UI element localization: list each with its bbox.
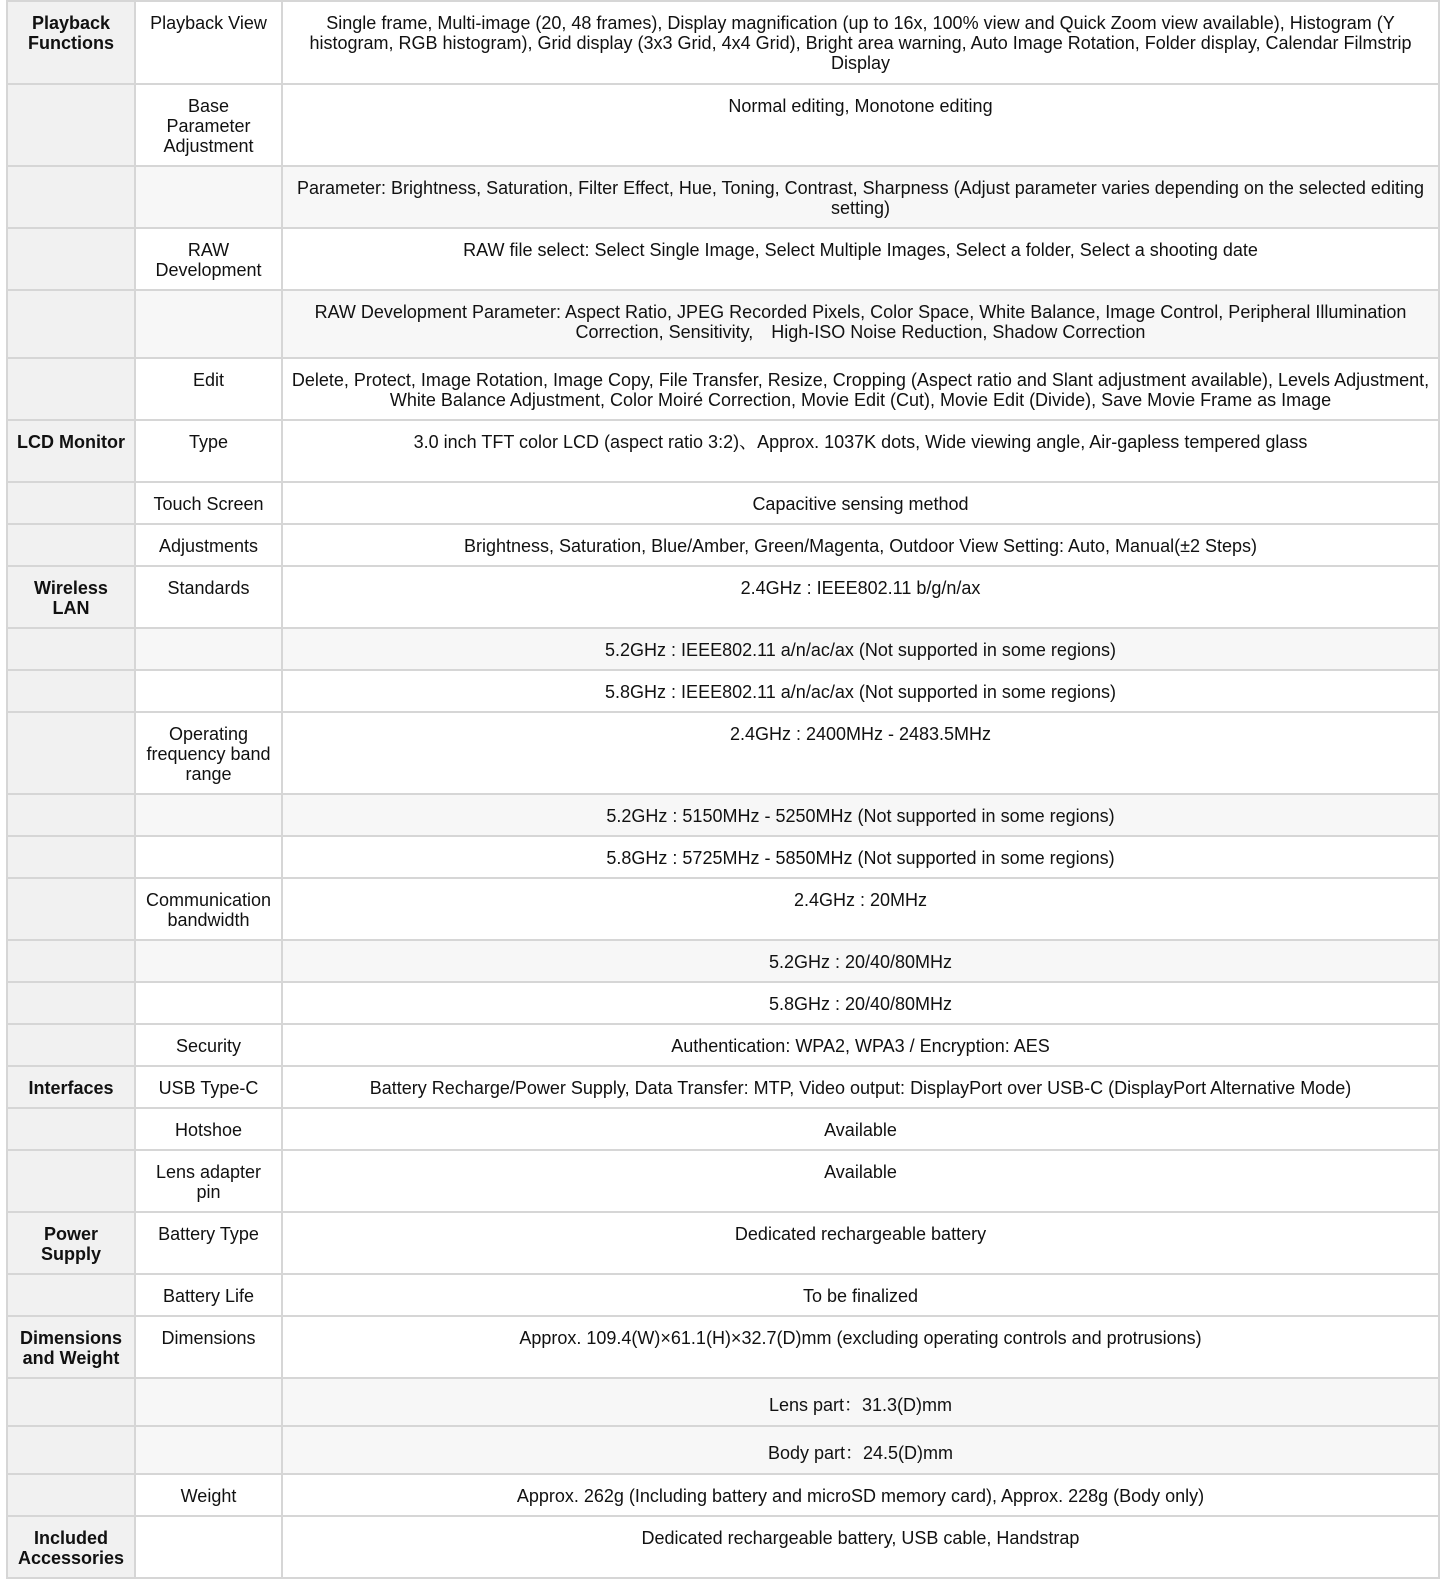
table-row xyxy=(7,1108,1439,1150)
spec-category-cell xyxy=(7,712,135,794)
spec-item-cell: Adjustments xyxy=(135,524,282,566)
spec-item-cell xyxy=(135,836,282,878)
table-row xyxy=(7,524,1439,566)
table-row xyxy=(7,1150,1439,1212)
spec-value-cell: RAW Development Parameter: Aspect Ratio, JPEG Recorded Pixels, Color Space, White Balance, Image Control, Peripheral Illumination Correction, Sensitivity, High-ISO Noise Reduction, Shadow Correction xyxy=(282,290,1439,358)
spec-category-cell: LCD Monitor xyxy=(7,420,135,482)
spec-category-cell xyxy=(7,628,135,670)
spec-item-cell xyxy=(135,1516,282,1578)
table-row xyxy=(7,166,1439,228)
spec-category-cell: Included Accessories xyxy=(7,1516,135,1578)
table-row xyxy=(7,1,1439,84)
table-row xyxy=(7,712,1439,794)
spec-value-cell: Body part：24.5(D)mm xyxy=(282,1426,1439,1474)
spec-value-cell: 5.8GHz : 5725MHz - 5850MHz (Not supported in some regions) xyxy=(282,836,1439,878)
table-row xyxy=(7,982,1439,1024)
spec-value-cell: Normal editing, Monotone editing xyxy=(282,84,1439,166)
spec-item-cell: Lens adapter pin xyxy=(135,1150,282,1212)
spec-item-cell xyxy=(135,290,282,358)
spec-category-cell xyxy=(7,482,135,524)
spec-item-cell: Battery Type xyxy=(135,1212,282,1274)
spec-category-cell xyxy=(7,228,135,290)
table-row xyxy=(7,878,1439,940)
table-row xyxy=(7,1474,1439,1516)
spec-item-cell: Playback View xyxy=(135,1,282,84)
spec-item-cell: USB Type-C xyxy=(135,1066,282,1108)
table-row xyxy=(7,1378,1439,1426)
table-row xyxy=(7,1426,1439,1474)
table-row xyxy=(7,670,1439,712)
spec-item-cell: Base Parameter Adjustment xyxy=(135,84,282,166)
spec-value-cell: Parameter: Brightness, Saturation, Filter Effect, Hue, Toning, Contrast, Sharpness (Adjust parameter varies depending on the selected editing setting) xyxy=(282,166,1439,228)
spec-item-cell: RAW Development xyxy=(135,228,282,290)
spec-item-cell xyxy=(135,982,282,1024)
spec-category-cell xyxy=(7,166,135,228)
spec-value-cell: Dedicated rechargeable battery xyxy=(282,1212,1439,1274)
spec-value-cell: 5.2GHz : 20/40/80MHz xyxy=(282,940,1439,982)
spec-item-cell xyxy=(135,1426,282,1474)
spec-value-cell: Capacitive sensing method xyxy=(282,482,1439,524)
spec-value-cell: RAW file select: Select Single Image, Select Multiple Images, Select a folder, Select a shooting date xyxy=(282,228,1439,290)
spec-category-cell: Dimensions and Weight xyxy=(7,1316,135,1378)
spec-value-cell: 2.4GHz : IEEE802.11 b/g/n/ax xyxy=(282,566,1439,628)
spec-value-cell: Authentication: WPA2, WPA3 / Encryption: AES xyxy=(282,1024,1439,1066)
spec-category-cell: Power Supply xyxy=(7,1212,135,1274)
table-row xyxy=(7,1066,1439,1108)
spec-item-cell: Battery Life xyxy=(135,1274,282,1316)
spec-value-cell: Available xyxy=(282,1150,1439,1212)
spec-item-cell xyxy=(135,166,282,228)
spec-item-cell: Security xyxy=(135,1024,282,1066)
spec-category-cell xyxy=(7,290,135,358)
spec-category-cell xyxy=(7,1150,135,1212)
spec-value-cell: 2.4GHz : 20MHz xyxy=(282,878,1439,940)
spec-category-cell: Wireless LAN xyxy=(7,566,135,628)
spec-value-cell: Battery Recharge/Power Supply, Data Transfer: MTP, Video output: DisplayPort over USB-C (DisplayPort Alternative Mode) xyxy=(282,1066,1439,1108)
spec-item-cell: Touch Screen xyxy=(135,482,282,524)
spec-category-cell xyxy=(7,982,135,1024)
spec-value-cell: Single frame, Multi-image (20, 48 frames), Display magnification (up to 16x, 100% view and Quick Zoom view available), Histogram (Y histogram, RGB histogram), Grid display (3x3 Grid, 4x4 Grid), Bright area warning, Auto Image Rotation, Folder display, Calendar Filmstrip Display xyxy=(282,1,1439,84)
spec-table-body xyxy=(7,1,1439,1578)
table-row xyxy=(7,1316,1439,1378)
spec-category-cell xyxy=(7,1426,135,1474)
spec-item-cell: Dimensions xyxy=(135,1316,282,1378)
spec-item-cell xyxy=(135,670,282,712)
spec-category-cell xyxy=(7,940,135,982)
table-row xyxy=(7,628,1439,670)
spec-category-cell xyxy=(7,1108,135,1150)
spec-category-cell xyxy=(7,878,135,940)
table-row xyxy=(7,794,1439,836)
spec-category-cell xyxy=(7,358,135,420)
spec-item-cell xyxy=(135,794,282,836)
spec-category-cell xyxy=(7,84,135,166)
spec-item-cell: Hotshoe xyxy=(135,1108,282,1150)
table-row xyxy=(7,420,1439,482)
table-row xyxy=(7,228,1439,290)
table-row xyxy=(7,290,1439,358)
spec-item-cell xyxy=(135,940,282,982)
table-row xyxy=(7,1274,1439,1316)
spec-category-cell xyxy=(7,670,135,712)
spec-category-cell xyxy=(7,1274,135,1316)
spec-item-cell: Operating frequency band range xyxy=(135,712,282,794)
spec-value-cell: 2.4GHz : 2400MHz - 2483.5MHz xyxy=(282,712,1439,794)
spec-item-cell: Type xyxy=(135,420,282,482)
spec-value-cell: 5.8GHz : IEEE802.11 a/n/ac/ax (Not supported in some regions) xyxy=(282,670,1439,712)
table-row xyxy=(7,1212,1439,1274)
spec-value-cell: 3.0 inch TFT color LCD (aspect ratio 3:2)、Approx. 1037K dots, Wide viewing angle, Air-gapless tempered glass xyxy=(282,420,1439,482)
spec-category-cell: Playback Functions xyxy=(7,1,135,84)
spec-category-cell xyxy=(7,836,135,878)
spec-category-cell xyxy=(7,1474,135,1516)
spec-item-cell xyxy=(135,628,282,670)
table-row xyxy=(7,482,1439,524)
spec-category-cell xyxy=(7,1378,135,1426)
table-row xyxy=(7,1024,1439,1066)
table-row xyxy=(7,566,1439,628)
spec-item-cell xyxy=(135,1378,282,1426)
spec-item-cell: Edit xyxy=(135,358,282,420)
spec-category-cell: Interfaces xyxy=(7,1066,135,1108)
spec-value-cell: Approx. 262g (Including battery and microSD memory card), Approx. 228g (Body only) xyxy=(282,1474,1439,1516)
spec-item-cell: Communication bandwidth xyxy=(135,878,282,940)
table-row xyxy=(7,940,1439,982)
spec-value-cell: 5.8GHz : 20/40/80MHz xyxy=(282,982,1439,1024)
spec-value-cell: Approx. 109.4(W)×61.1(H)×32.7(D)mm (excluding operating controls and protrusions) xyxy=(282,1316,1439,1378)
spec-item-cell: Weight xyxy=(135,1474,282,1516)
table-row xyxy=(7,358,1439,420)
spec-item-cell: Standards xyxy=(135,566,282,628)
table-row xyxy=(7,1516,1439,1578)
spec-value-cell: Dedicated rechargeable battery, USB cable, Handstrap xyxy=(282,1516,1439,1578)
spec-category-cell xyxy=(7,794,135,836)
spec-value-cell: Lens part：31.3(D)mm xyxy=(282,1378,1439,1426)
spec-value-cell: Brightness, Saturation, Blue/Amber, Green/Magenta, Outdoor View Setting: Auto, Manual(±2 Steps) xyxy=(282,524,1439,566)
spec-value-cell: To be finalized xyxy=(282,1274,1439,1316)
spec-value-cell: Delete, Protect, Image Rotation, Image Copy, File Transfer, Resize, Cropping (Aspect ratio and Slant adjustment available), Levels Adjustment, White Balance Adjustment, Color Moiré Correction, Movie Edit (Cut), Movie Edit (Divide), Save Movie Frame as Image xyxy=(282,358,1439,420)
spec-value-cell: Available xyxy=(282,1108,1439,1150)
spec-category-cell xyxy=(7,1024,135,1066)
spec-value-cell: 5.2GHz : IEEE802.11 a/n/ac/ax (Not supported in some regions) xyxy=(282,628,1439,670)
spec-table xyxy=(6,0,1440,1579)
table-row xyxy=(7,836,1439,878)
table-row xyxy=(7,84,1439,166)
spec-value-cell: 5.2GHz : 5150MHz - 5250MHz (Not supported in some regions) xyxy=(282,794,1439,836)
spec-category-cell xyxy=(7,524,135,566)
